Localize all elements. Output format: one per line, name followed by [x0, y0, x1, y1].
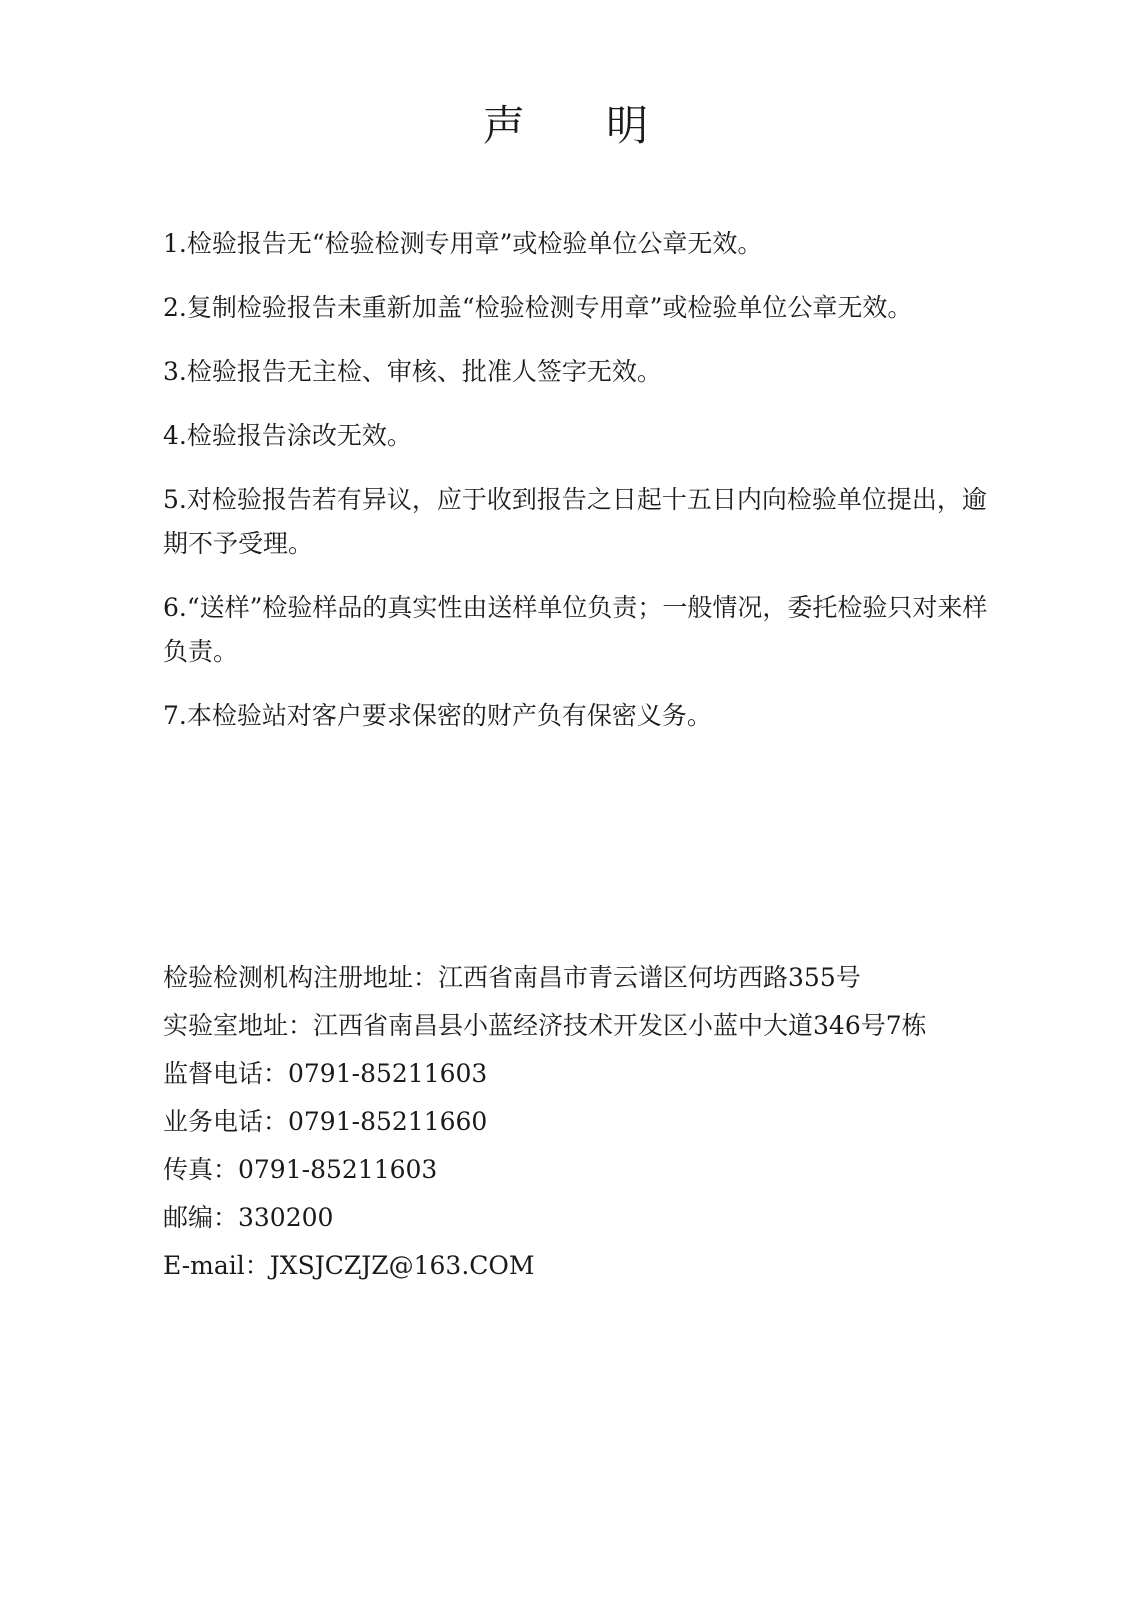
statement-item: 2.复制检验报告未重新加盖“检验检测专用章”或检验单位公章无效。	[163, 293, 913, 322]
business-phone: 业务电话：0791-85211660	[163, 1107, 488, 1136]
lab-address: 实验室地址：江西省南昌县小蓝经济技术开发区小蓝中大道346号7栋	[163, 1011, 927, 1040]
statement-item: 1.检验报告无“检验检测专用章”或检验单位公章无效。	[163, 229, 763, 258]
statement-item: 4.检验报告涂改无效。	[163, 421, 412, 450]
contact-info	[163, 954, 1063, 1290]
email-address: E-mail：JXSJCZJZ@163.COM	[163, 1251, 535, 1280]
fax-number: 传真：0791-85211603	[163, 1155, 438, 1184]
registered-address: 检验检测机构注册地址：江西省南昌市青云谱区何坊西路355号	[163, 963, 861, 992]
statement-item: 6.“送样”检验样品的真实性由送样单位负责；一般情况，委托检验只对来样负责。	[163, 593, 988, 666]
statement-list	[163, 222, 998, 758]
statement-item: 7.本检验站对客户要求保密的财产负有保密义务。	[163, 701, 712, 730]
statement-item: 5.对检验报告若有异议，应于收到报告之日起十五日内向检验单位提出，逾期不予受理。	[163, 485, 987, 558]
supervision-phone: 监督电话：0791-85211603	[163, 1059, 488, 1088]
postcode: 邮编：330200	[163, 1203, 334, 1232]
statement-item: 3.检验报告无主检、审核、批准人签字无效。	[163, 357, 662, 386]
page-title: 声 明	[482, 101, 683, 150]
